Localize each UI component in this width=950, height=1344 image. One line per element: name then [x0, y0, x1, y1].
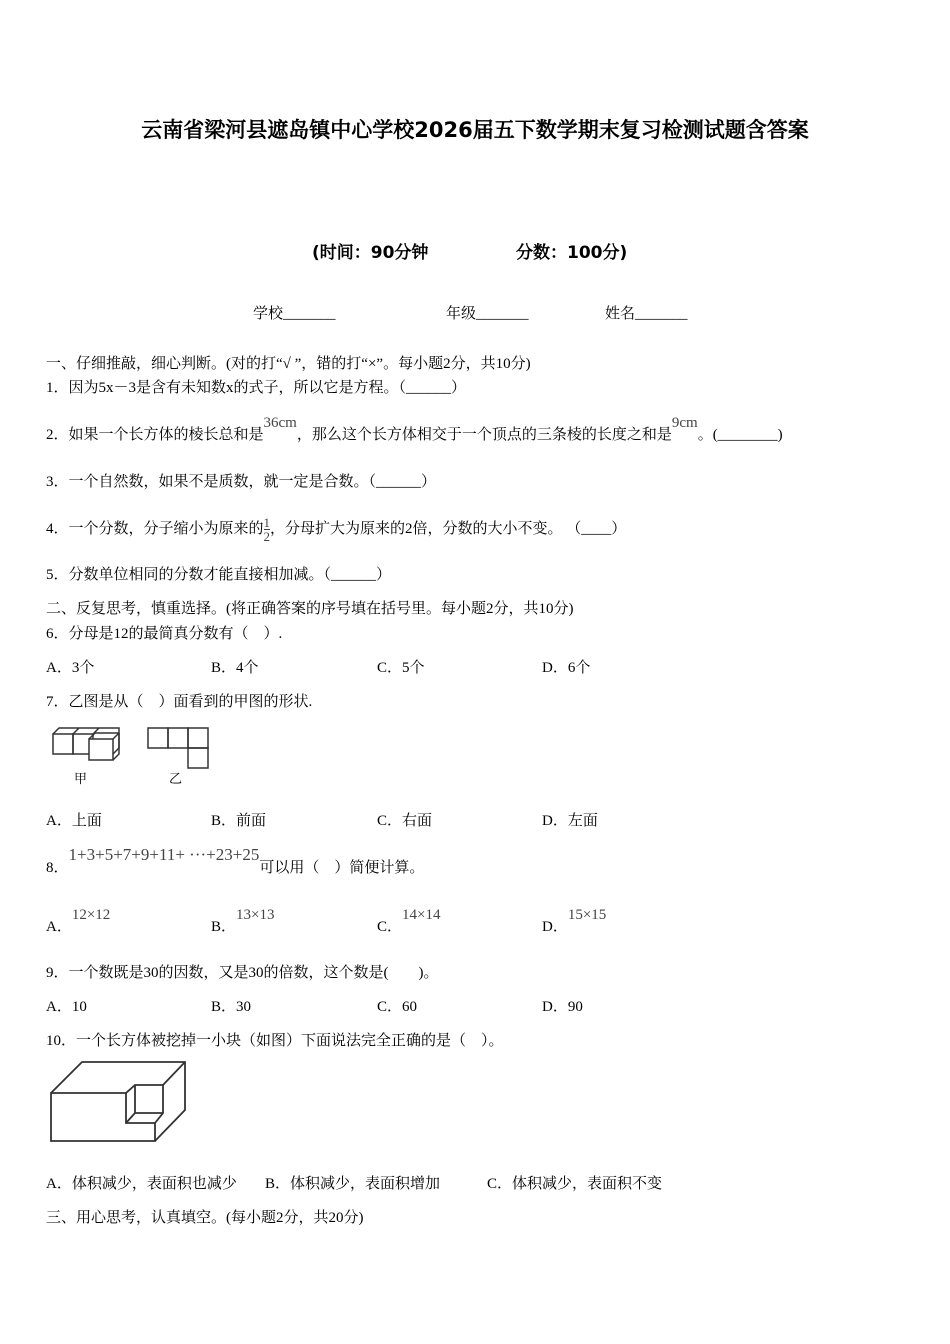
- q2-blank: 。(________): [697, 427, 783, 443]
- q2-formula-1: 36cm: [263, 415, 297, 431]
- question-10: 10．一个长方体被挖掉一小块（如图）下面说法完全正确的是（ ）。: [46, 1033, 504, 1049]
- section-3-heading: 三、用心思考，认真填空。(每小题2分，共20分): [46, 1210, 364, 1226]
- q4-text-2: ，分母扩大为原来的2倍，分数的大小不变。 （____）: [270, 520, 627, 537]
- q9-option-a: A．10: [46, 999, 87, 1015]
- question-3: 3．一个自然数，如果不是质数，就一定是合数。（______）: [46, 474, 437, 490]
- q10-option-b: B．体积减少，表面积增加: [265, 1176, 441, 1192]
- option-value: 14×14: [402, 907, 441, 923]
- q2-text: 2．如果一个长方体的棱长总和是: [46, 427, 264, 443]
- q6-option-b: B．4个: [211, 660, 259, 676]
- option-value: 13×13: [236, 907, 275, 923]
- q8-option-b: [211, 907, 275, 936]
- q9-option-c: C．60: [377, 999, 418, 1015]
- q10-option-c: C．体积减少，表面积不变: [487, 1176, 663, 1192]
- q8-option-d: [542, 907, 607, 936]
- question-8: [46, 845, 425, 877]
- denominator: 2: [263, 529, 271, 544]
- question-5: 5．分数单位相同的分数才能直接相加减。（______）: [46, 567, 392, 583]
- cuboid-with-notch-figure: [40, 1050, 200, 1150]
- question-2: [46, 415, 783, 444]
- q4-text: 4．一个分数，分子缩小为原来的: [46, 520, 264, 537]
- square-figure-yi: [148, 728, 208, 768]
- cube-figure-jia: [53, 728, 119, 760]
- option-letter: B．: [211, 919, 237, 935]
- q8-option-a: [46, 907, 111, 936]
- q2-formula-2: 9cm: [671, 415, 698, 431]
- q6-option-a: A．3个: [46, 660, 95, 676]
- section-2-heading: 二、反复思考，慎重选择。(将正确答案的序号填在括号里。每小题2分，共10分): [46, 601, 574, 617]
- q6-option-d: D．6个: [542, 660, 591, 676]
- question-6: 6．分母是12的最简真分数有（ ）.: [46, 626, 283, 642]
- q7-figure: [40, 720, 220, 790]
- q8-text: 可以用（ ）简便计算。: [259, 860, 425, 876]
- q9-option-d: D．90: [542, 999, 583, 1015]
- name-field: 姓名_______: [605, 306, 688, 322]
- school-field: 学校_______: [253, 306, 336, 322]
- label-yi: 乙: [169, 771, 183, 786]
- numerator: 1: [263, 515, 271, 530]
- q6-option-c: C．5个: [377, 660, 425, 676]
- q8-option-c: [377, 907, 441, 936]
- option-letter: A．: [46, 919, 72, 935]
- label-jia: 甲: [74, 771, 88, 786]
- q9-option-b: B．30: [211, 999, 252, 1015]
- q8-expression: 1+3+5+7+9+11+ ···+23+25: [68, 845, 260, 864]
- q7-option-c: C．右面: [377, 813, 433, 829]
- option-letter: D．: [542, 919, 568, 935]
- question-7: 7．乙图是从（ ）面看到的甲图的形状.: [46, 694, 313, 710]
- question-4: [46, 516, 626, 543]
- question-1: 1．因为5x－3是含有未知数x的式子，所以它是方程。（______）: [46, 380, 467, 396]
- grade-field: 年级_______: [446, 306, 529, 322]
- option-value: 12×12: [71, 907, 111, 923]
- q2-text-2: ，那么这个长方体相交于一个顶点的三条棱的长度之和是: [296, 427, 672, 443]
- exam-score: 分数：100分): [516, 243, 628, 263]
- section-1-heading: 一、仔细推敲，细心判断。(对的打“√ ”，错的打“×”。每小题2分，共10分): [46, 356, 531, 372]
- option-letter: C．: [377, 919, 403, 935]
- q7-option-a: A．上面: [46, 813, 102, 829]
- q8-number: 8．: [46, 860, 69, 876]
- option-value: 15×15: [567, 907, 607, 923]
- q7-option-b: B．前面: [211, 813, 267, 829]
- page-title: 云南省梁河县遮岛镇中心学校2026届五下数学期末复习检测试题含答案: [141, 118, 809, 142]
- exam-time: (时间：90分钟: [312, 243, 429, 263]
- q10-option-a: A．体积减少，表面积也减少: [46, 1176, 237, 1192]
- q7-option-d: D．左面: [542, 813, 598, 829]
- question-9: 9．一个数既是30的因数，又是30的倍数，这个数是( )。: [46, 965, 439, 981]
